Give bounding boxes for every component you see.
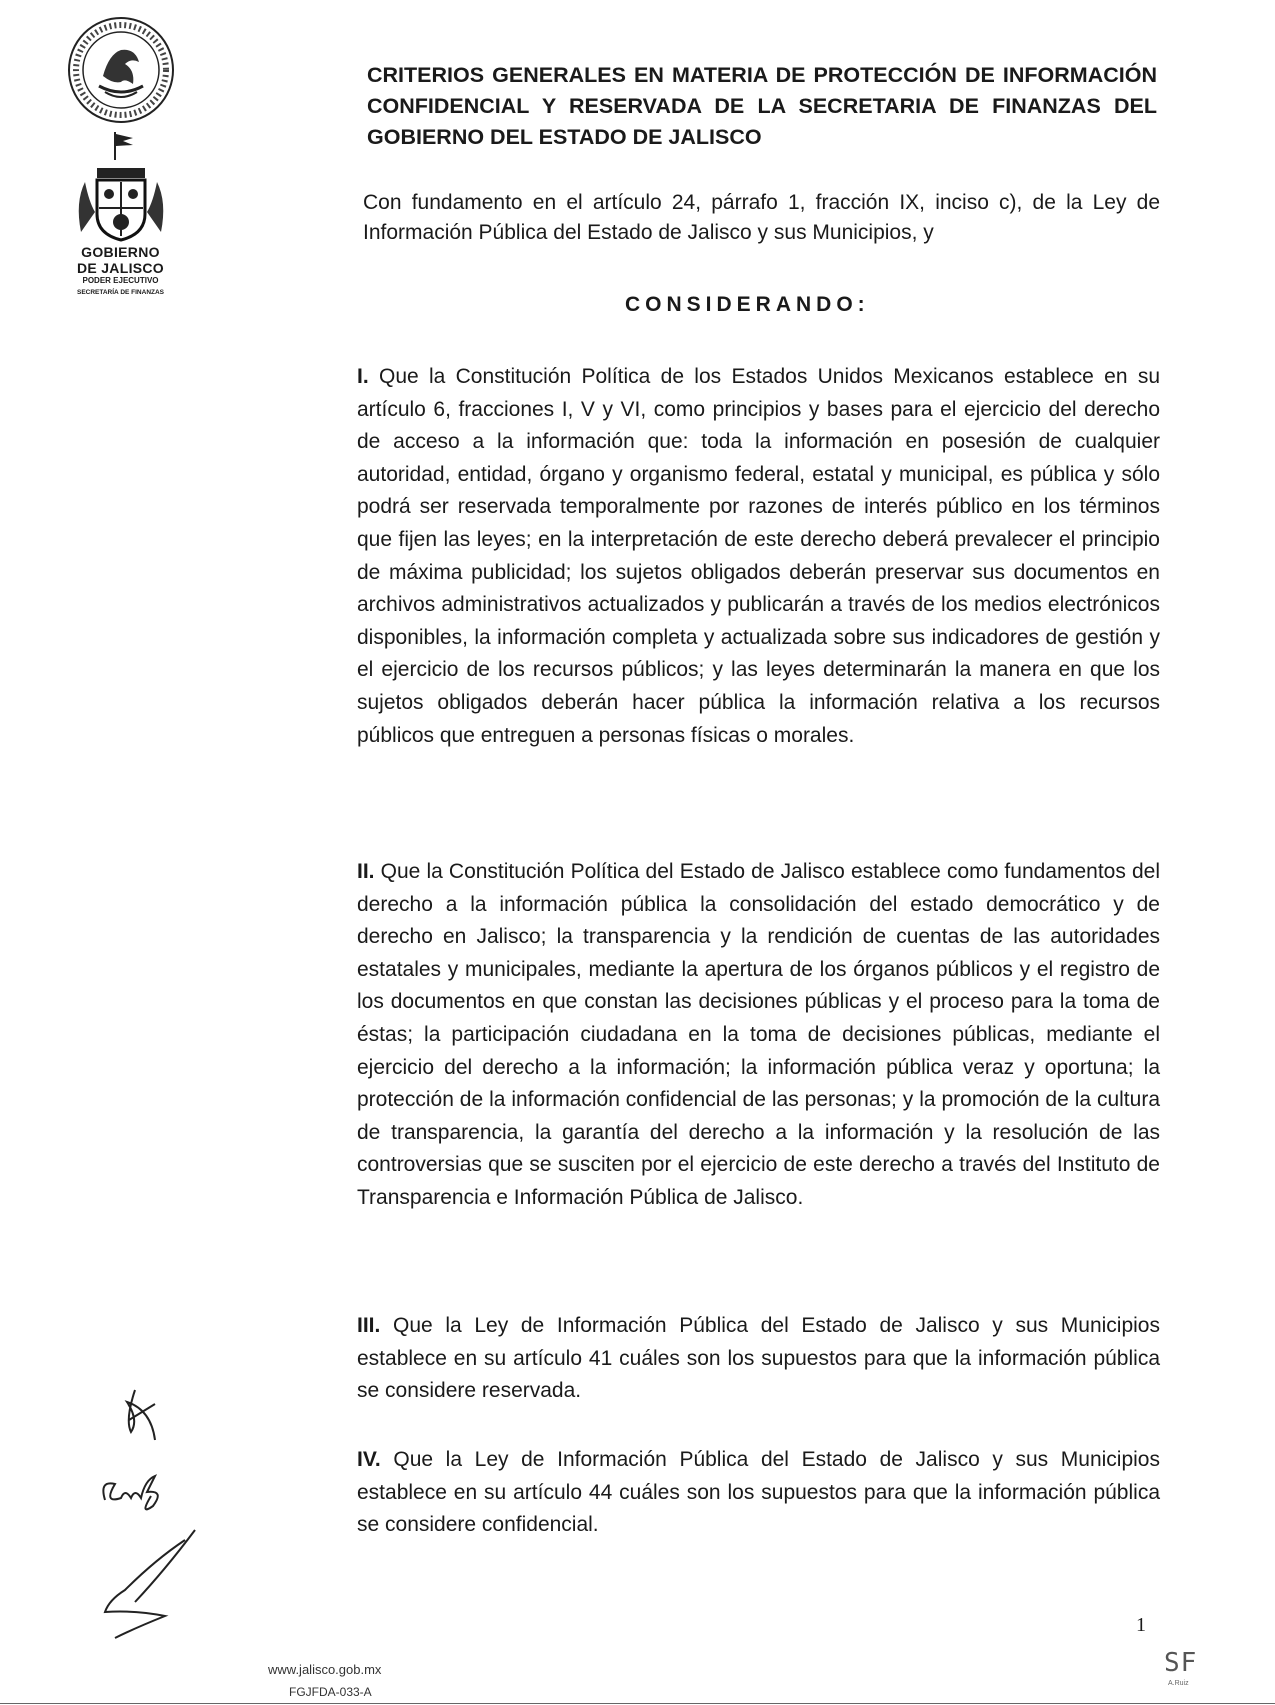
paragraph-text: Que la Ley de Información Pública del Estado de Jalisco y sus Municipios establece en su artículo 41 cuáles son los supuestos para que la información pública se considere reservada. [357, 1314, 1160, 1403]
page-number: 1 [1136, 1614, 1146, 1636]
jalisco-coat-of-arms-icon [71, 162, 171, 244]
government-sidebar [58, 14, 183, 298]
footer-url: www.jalisco.gob.mx [268, 1662, 382, 1677]
national-seal-icon [65, 14, 177, 126]
sf-stamp-sub: A.Ruiz [1168, 1680, 1189, 1687]
initial-signature-1 [127, 1390, 155, 1440]
considerando-paragraph-2 [357, 856, 1160, 1215]
bottom-rule [0, 1703, 1275, 1704]
paragraph-number: IV. [357, 1448, 381, 1471]
handwritten-signatures [95, 1380, 205, 1640]
intro-paragraph: Con fundamento en el artículo 24, párrafo 1, fracción IX, inciso c), de la Ley de Información Pública del Estado de Jalisco y sus Municipios, y [363, 191, 1160, 244]
paragraph-number: I. [357, 365, 369, 388]
paragraph-number: II. [357, 860, 375, 883]
gov-name-line1: GOBIERNO [81, 244, 160, 260]
flag-icon [101, 130, 141, 162]
gov-secretariat: SECRETARÍA DE FINANZAS [76, 289, 165, 296]
document-title: CRITERIOS GENERALES EN MATERIA DE PROTECCIÓN DE INFORMACIÓN CONFIDENCIAL Y RESERVADA DE LA SECRETARIA DE FINANZAS DEL GOBIERNO DEL ESTADO DE JALISCO [367, 63, 1157, 149]
paragraph-text: Que la Constitución Política de los Estados Unidos Mexicanos establece en su artículo 6, fracciones I, V y VI, como principios y bases para el ejercicio del derecho de acceso a la información que: toda la información en posesión de cualquier autoridad, entidad, órgano y organismo federal, estatal y municipal, es pública y sólo podrá ser reservada temporalmente por razones de interés público en los términos que fijen las leyes; en la interpretación de este derecho deberá prevalecer el principio de máxima publicidad; los sujetos obligados deberán preservar sus documentos en archivos administrativos actualizados y publicarán a través de los medios electrónicos disponibles, la información completa y actualizada sobre sus indicadores de gestión y el ejercicio de los recursos públicos; y las leyes determinarán la manera en que los sujetos obligados deberán hacer pública la información relativa a los recursos públicos que entreguen a personas físicas o morales. [357, 365, 1161, 747]
considerando-paragraph-3 [357, 1310, 1160, 1408]
sf-stamp: SF [1164, 1648, 1198, 1678]
paragraph-text: Que la Ley de Información Pública del Estado de Jalisco y sus Municipios establece en su artículo 44 cuáles son los supuestos para que la información pública se considere confidencial. [357, 1448, 1160, 1537]
gov-name-line2: DE JALISCO [76, 260, 164, 276]
initial-signature-3 [105, 1530, 195, 1638]
gov-branch: PODER EJECUTIVO [82, 276, 159, 285]
paragraph-text: Que la Constitución Política del Estado de Jalisco establece como fundamentos del derecho a la información pública la consolidación del estado democrático y de derecho en Jalisco; la transparencia y la rendición de cuentas de las autoridades estatales y municipales, mediante la apertura de los órganos públicos y el registro de los documentos en que constan las decisiones públicas y el proceso para la toma de éstas; la participación ciudadana en la toma de decisiones públicas, mediante el ejercicio del derecho a la información; la información pública veraz y oportuna; la protección de la información confidencial de las personas; y la promoción de la cultura de transparencia, la garantía del derecho a la información y la resolución de las controversias que se susciten por el ejercicio de este derecho a través del Instituto de Transparencia e Información Pública de Jalisco. [357, 860, 1160, 1209]
paragraph-number: III. [357, 1314, 381, 1337]
footer-code: FGJFDA-033-A [289, 1685, 372, 1699]
considerando-paragraph-4 [357, 1444, 1160, 1542]
initial-signature-2 [103, 1476, 157, 1509]
considerando-paragraph-1 [357, 361, 1160, 752]
considerando-heading: CONSIDERANDO: [625, 293, 870, 316]
